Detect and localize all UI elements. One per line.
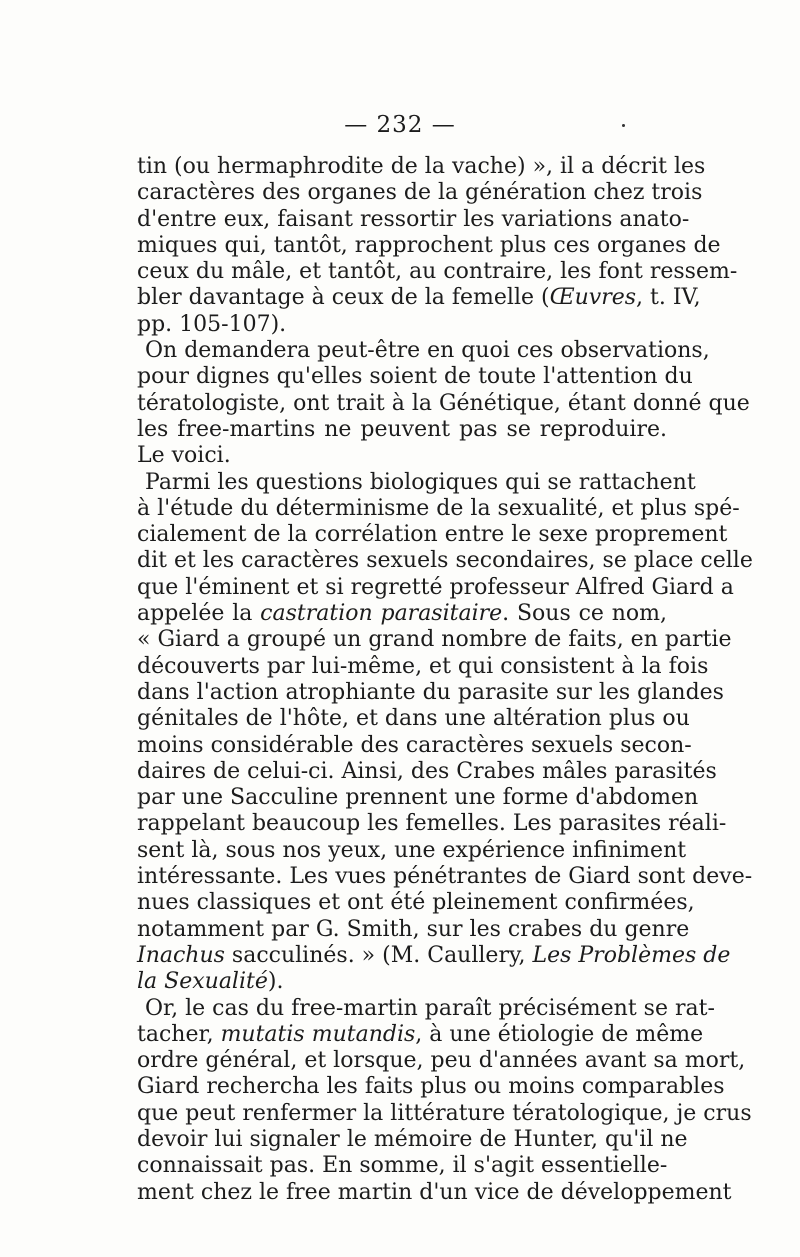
text-line: tératologiste, ont trait à la Génétique, étant donné que [137,390,750,416]
page-number: — 232 — [344,112,456,138]
text-line: bler davantage à ceux de la femelle (Œuvres, t. IV, [137,285,701,311]
text-line: pour dignes qu'elles soient de toute l'attention du [137,364,693,390]
text-line: génitales de l'hôte, et dans une altération plus ou [137,706,690,732]
text-line: ceux du mâle, et tantôt, au contraire, les font ressem- [137,259,738,285]
text-line: Or, le cas du free-martin paraît précisément se rat- [145,995,715,1021]
text-line: Le voici. [137,443,231,469]
text-line: Giard rechercha les faits plus ou moins comparables [137,1074,725,1100]
text-line: d'entre eux, faisant ressortir les variations anato- [137,206,690,232]
text-line: Inachus sacculinés. » (M. Caullery, Les Problèmes de [137,942,731,968]
text-line: cialement de la corrélation entre le sexe proprement [137,522,728,548]
text-line: que peut renfermer la littérature tératologique, je crus [137,1100,752,1126]
print-speck [622,124,625,127]
text-line: Parmi les questions biologiques qui se rattachent [145,469,696,495]
text-line: « Giard a groupé un grand nombre de faits, en partie [137,627,732,653]
text-line: notamment par G. Smith, sur les crabes du genre [137,916,690,942]
text-line: On demandera peut-être en quoi ces observations, [145,338,710,364]
text-line: la Sexualité). [137,969,284,995]
text-line: sent là, sous nos yeux, une expérience infiniment [137,837,687,863]
text-line: par une Sacculine prennent une forme d'abdomen [137,785,699,811]
text-line: à l'étude du déterminisme de la sexualité, et plus spé- [137,495,740,521]
text-line: découverts par lui-même, et qui consistent à la fois [137,653,709,679]
text-line: devoir lui signaler le mémoire de Hunter, qu'il ne [137,1126,688,1152]
text-line: daires de celui-ci. Ainsi, des Crabes mâles parasités [137,758,717,784]
body-text [137,154,753,1206]
text-line: miques qui, tantôt, rapprochent plus ces organes de [137,232,721,258]
text-line: intéressante. Les vues pénétrantes de Giard sont deve- [137,864,753,890]
text-line: dit et les caractères sexuels secondaires, se place celle [137,548,753,574]
text-line: caractères des organes de la génération chez trois [137,180,703,206]
text-line: dans l'action atrophiante du parasite sur les glandes [137,679,724,705]
text-line: connaissait pas. En somme, il s'agit essentielle- [137,1153,668,1179]
text-line: moins considérable des caractères sexuels secon- [137,732,692,758]
text-line: nues classiques et ont été pleinement confirmées, [137,890,695,916]
text-line: ment chez le free martin d'un vice de développement [137,1179,732,1205]
text-line: ordre général, et lorsque, peu d'années avant sa mort, [137,1048,746,1074]
text-line: appelée la castration parasitaire. Sous ce nom, [137,601,667,627]
text-line: les free-martins ne peuvent pas se reproduire. [137,416,667,442]
text-line: pp. 105-107). [137,311,287,337]
text-line: rappelant beaucoup les femelles. Les parasites réali- [137,811,727,837]
text-line: que l'éminent et si regretté professeur Alfred Giard a [137,574,734,600]
text-line: tacher, mutatis mutandis, à une étiologie de même [137,1021,704,1047]
text-line: tin (ou hermaphrodite de la vache) », il a décrit les [137,154,706,179]
